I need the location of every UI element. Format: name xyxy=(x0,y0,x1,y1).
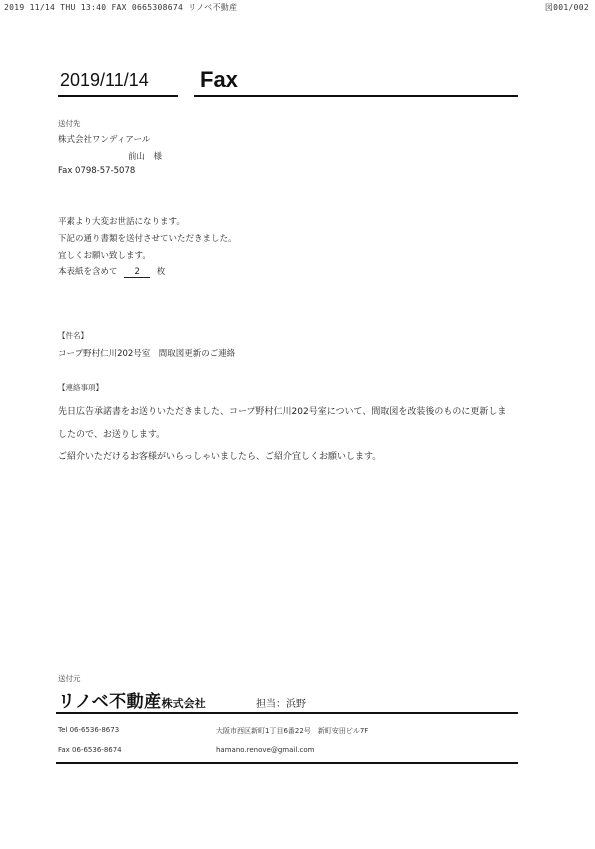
sender-tel: Tel 06-6536-8673 xyxy=(58,726,120,734)
page-counter: 図001/002 xyxy=(544,3,589,12)
sender-company-suffix: 株式会社 xyxy=(161,697,206,710)
title-underline xyxy=(194,95,518,97)
page-count-suffix: 枚 xyxy=(156,267,166,277)
document-title: Fax xyxy=(200,67,238,92)
recipient-company: 株式会社ワンディアール xyxy=(58,135,151,145)
sender-label: 送付元 xyxy=(58,674,81,683)
sender-company xyxy=(58,687,206,712)
sender-company-name: リノベ不動産 xyxy=(58,692,162,712)
sender-bottom-rule xyxy=(56,762,518,764)
message-line-1: 先日広告承諾書をお送りいただきました、コープ野村仁川202号室について、間取図を改装後のものに更新しま xyxy=(58,407,507,417)
recipient-fax: Fax 0798-57-5078 xyxy=(58,166,136,176)
page-count-prefix: 本表紙を含めて xyxy=(58,267,118,277)
page-count-value: 2 xyxy=(124,267,150,278)
recipient-person: 前山 様 xyxy=(128,152,163,162)
sender-fax: Fax 06-6536-8674 xyxy=(58,746,122,754)
message-label: 【連絡事項】 xyxy=(58,383,103,392)
subject-label: 【件名】 xyxy=(58,331,88,340)
sender-address: 大阪市西区新町1丁目6番22号 新町安田ビル7F xyxy=(216,727,369,735)
subject-text: コープ野村仁川202号室 間取図更新のご連絡 xyxy=(58,349,236,359)
document-date: 2019/11/14 xyxy=(60,70,149,90)
message-line-2: したので、お送りします。 xyxy=(58,430,166,440)
recipient-label: 送付先 xyxy=(58,119,81,128)
greeting-line-3: 宜しくお願い致します。 xyxy=(58,251,151,261)
sender-staff: 担当：浜野 xyxy=(256,699,306,710)
message-line-3: ご紹介いただけるお客様がいらっしゃいましたら、ご紹介宜しくお願いします。 xyxy=(58,452,382,462)
page-count-line xyxy=(58,265,165,278)
greeting-line-1: 平素より大変お世話になります。 xyxy=(58,217,185,227)
fax-transmission-header: 2019 11/14 THU 13:40 FAX 0665308674 リノベ不動産 xyxy=(4,3,238,12)
date-underline xyxy=(58,95,178,97)
greeting-line-2: 下記の通り書類を送付させていただきました。 xyxy=(58,234,237,244)
sender-top-rule xyxy=(56,712,518,714)
sender-email: hamano.renove@gmail.com xyxy=(216,746,315,754)
